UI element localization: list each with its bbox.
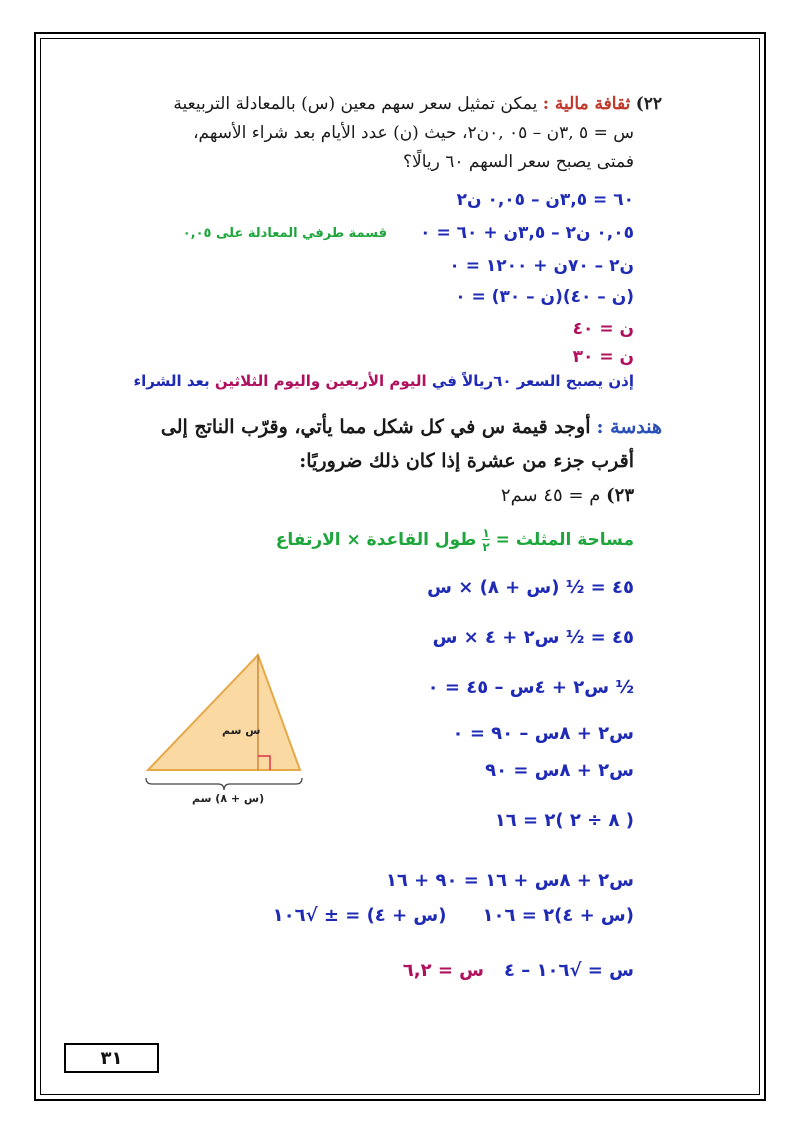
- geometry-step: ٤٥ = ½ (س + ٨) × س: [427, 577, 634, 598]
- base-brace: [146, 778, 302, 790]
- sqrt-result: (س + ٤) = ± √١٠٦: [272, 905, 447, 926]
- page-border-inner: [40, 38, 760, 1095]
- geometry-step: س٢ + ٨س = ٩٠: [485, 760, 634, 781]
- root-value: ن = ٤٠: [572, 319, 634, 339]
- final-value: س = ٦,٢: [402, 960, 485, 981]
- conclusion-part2: بعد الشراء: [133, 372, 210, 390]
- conclusion-highlight: اليوم الأربعين واليوم الثلاثين: [214, 372, 427, 390]
- problem-number: ٢٢): [635, 94, 662, 114]
- sqrt-steps: [273, 905, 634, 926]
- geometry-step: ½ س٢ + ٤س – ٤٥ = ٠: [427, 677, 634, 698]
- fraction-numerator: ١: [482, 526, 490, 540]
- triangle-height-label: س سم: [222, 724, 261, 737]
- triangle-figure: [140, 650, 310, 805]
- area-given: م = ٤٥ سم٢: [500, 485, 601, 506]
- geometry-heading: هندسة :: [596, 416, 662, 438]
- problem-23-number: ٢٣): [606, 485, 634, 506]
- equation-step: ٦٠ = ٣,٥ن – ٠,٠٥ ن٢: [456, 190, 634, 210]
- geometry-step: س٢ + ٨س – ٩٠ = ٠: [452, 723, 634, 744]
- conclusion-part1: إذن يصبح السعر ٦٠ريالاً في: [431, 372, 634, 390]
- geometry-step: ( ٨ ÷ ٢ )٢ = ١٦: [494, 810, 634, 831]
- geometry-step: ٤٥ = ½ س٢ + ٤ × س: [432, 627, 634, 648]
- page-number: ٣١: [100, 1047, 123, 1069]
- page-number-box: [64, 1043, 159, 1073]
- conclusion: [133, 372, 634, 390]
- equation-step: (ن – ٤٠)(ن – ٣٠) = ٠: [455, 287, 634, 307]
- problem-text-line1: يمكن تمثيل سعر سهم معين (س) بالمعادلة التربيعية: [173, 94, 538, 114]
- triangle-base-label: (س + ٨) سم: [192, 792, 265, 805]
- problem-23-given: [501, 485, 634, 506]
- geometry-step: س٢ + ٨س + ١٦ = ٩٠ + ١٦: [385, 870, 634, 891]
- root-value: ن = ٣٠: [572, 347, 634, 367]
- formula-left: مساحة المثلث =: [495, 530, 634, 550]
- half-fraction: [482, 527, 489, 553]
- formula-right: طول القاعدة × الارتفاع: [275, 530, 477, 550]
- problem-22-header: [173, 94, 662, 114]
- final-expression: س = √١٠٦ – ٤: [504, 960, 634, 981]
- triangle-shape: [148, 655, 300, 770]
- problem-topic: ثقافة مالية :: [542, 94, 631, 114]
- equation-step: ن٢ – ٧٠ن + ١٢٠٠ = ٠: [449, 256, 634, 276]
- area-formula: [276, 527, 634, 553]
- geometry-header: [161, 416, 662, 438]
- geometry-instruction1: أوجد قيمة س في كل شكل مما يأتي، وقرّب الناتج إلى: [160, 416, 591, 438]
- division-note: قسمة طرفي المعادلة على ٠,٠٥: [182, 226, 387, 241]
- square-result: (س + ٤)٢ = ١٠٦: [482, 905, 634, 926]
- final-answer: [403, 960, 634, 981]
- geometry-instruction2: أقرب جزء من عشرة إذا كان ذلك ضروريًا:: [299, 450, 634, 472]
- problem-text-line3: فمتى يصبح سعر السهم ٦٠ ريالًا؟: [402, 152, 634, 172]
- fraction-denominator: ٢: [482, 540, 490, 554]
- problem-text-line2: س = ٥ ,٣ن – ٠٥ ,٠ن٢، حيث (ن) عدد الأيام بعد شراء الأسهم،: [193, 123, 634, 143]
- equation-step: ٠,٠٥ ن٢ – ٣,٥ن + ٦٠ = ٠: [420, 223, 634, 243]
